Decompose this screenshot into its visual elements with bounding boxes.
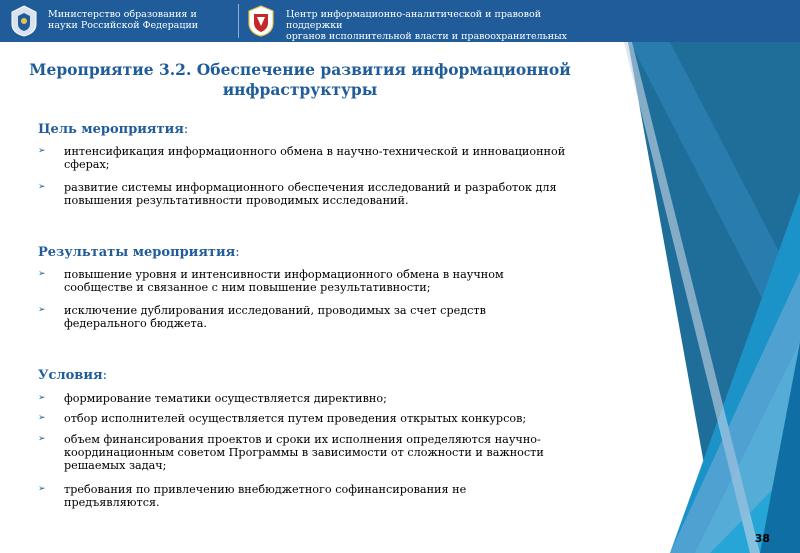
- arrow-bullet-icon: ➢: [38, 182, 46, 192]
- list-item: ➢ развитие системы информационного обеспечения исследований и разработок для повышения результативности проводимых исследований.: [38, 181, 557, 207]
- decorative-shapes: [560, 42, 800, 553]
- center-name: Центр информационно-аналитической и правовой поддержки органов исполнительной власти и правоохранительных: [286, 9, 568, 42]
- header-bar: [0, 0, 800, 42]
- list-item: ➢ повышение уровня и интенсивности информационного обмена в научном сообществе и связанное с ним повышение результативности;: [38, 268, 504, 294]
- list-item: ➢ исключение дублирования исследований, проводимых за счет средств федерального бюджета.: [38, 304, 486, 330]
- header-divider: [238, 4, 239, 38]
- ministry-name: Министерство образования и науки Российской Федерации: [48, 9, 199, 31]
- list-item: ➢ отбор исполнителей осуществляется путем проведения открытых конкурсов;: [38, 412, 527, 425]
- arrow-bullet-icon: ➢: [38, 146, 46, 156]
- list-item: ➢ требования по привлечению внебюджетного софинансирования не предъявляются.: [38, 483, 467, 509]
- section-heading-goal: Цель мероприятия:: [38, 122, 189, 137]
- arrow-bullet-icon: ➢: [38, 434, 46, 444]
- slide-title: Мероприятие 3.2. Обеспечение развития информационной инфраструктуры: [29, 60, 571, 99]
- section-heading-results: Результаты мероприятия:: [38, 245, 240, 260]
- arrow-bullet-icon: ➢: [38, 393, 46, 403]
- list-item: ➢ интенсификация информационного обмена в научно-технической и инновационной сферах;: [38, 145, 566, 171]
- ministry-emblem-icon: [8, 4, 40, 38]
- center-emblem-icon: [245, 4, 277, 38]
- arrow-bullet-icon: ➢: [38, 484, 46, 494]
- list-item: ➢ формирование тематики осуществляется директивно;: [38, 392, 387, 405]
- list-item: ➢ объем финансирования проектов и сроки их исполнения определяются научно- координационным советом Программы в зависимости от сложности и важности решаемых задач;: [38, 433, 544, 472]
- arrow-bullet-icon: ➢: [38, 305, 46, 315]
- arrow-bullet-icon: ➢: [38, 269, 46, 279]
- arrow-bullet-icon: ➢: [38, 413, 46, 423]
- section-heading-conditions: Условия:: [38, 368, 107, 383]
- page-number: 38: [754, 532, 770, 545]
